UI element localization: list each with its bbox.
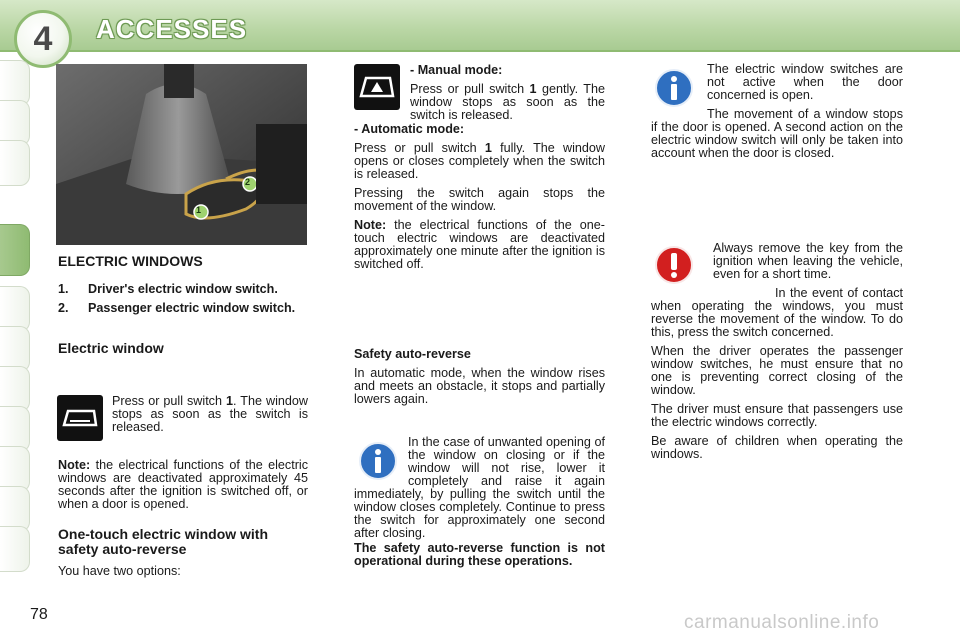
right-warning-block <box>651 242 903 467</box>
subheading-one-touch: One-touch electric window with safety auto-reverse <box>58 526 269 557</box>
window-switch-icon <box>57 395 103 441</box>
chapter-tab-4-active[interactable] <box>0 224 30 276</box>
console-illustration <box>56 64 307 245</box>
left-column-lower <box>58 459 308 584</box>
warning-paragraph-2 <box>651 287 903 339</box>
note-label: Note: <box>354 218 387 232</box>
note-text: the electrical functions of the electric windows are deactivated approximately 45 seconds after the ignition is switched off, or when a door is opened. <box>58 458 308 511</box>
text-fragment: Press or pull switch <box>112 394 226 408</box>
list-item <box>58 302 308 315</box>
unwanted-text <box>354 436 605 540</box>
warning-paragraph-1 <box>651 242 903 281</box>
warning-bold-text: The safety auto-reverse function is not operational during these operations. <box>354 541 605 568</box>
safety-block <box>354 348 605 412</box>
text-fragment: fully. The window opens or closes completely when the switch is released. <box>354 141 605 181</box>
text-fragment: Always remove the key from the ignition when leaving the vehicle, even for a short time. <box>713 241 903 281</box>
electric-window-text <box>112 395 308 440</box>
auto-mode-heading: - Automatic mode: <box>354 122 465 136</box>
right-info-block <box>651 63 903 166</box>
safety-heading: Safety auto-reverse <box>354 347 471 361</box>
note-label: Note: <box>58 458 91 472</box>
subheading-electric-window: Electric window <box>58 340 164 356</box>
chapter-badge: 4 <box>14 10 72 68</box>
list-label: Passenger electric window switch. <box>88 301 296 315</box>
photo-label-2: 2 <box>245 177 251 187</box>
unwanted-opening-block <box>354 436 605 574</box>
warning-paragraph-3: When the driver operates the passenger window switches, he must ensure that no one is preventing correct closing of the window. <box>651 344 903 397</box>
manual-mode-block <box>410 64 605 128</box>
options-text: You have two options: <box>58 564 181 578</box>
safety-text: In automatic mode, when the window rises and meets an obstacle, it stops and partially lowers again. <box>354 366 605 406</box>
text-fragment: Press or pull switch <box>354 141 485 155</box>
list-number: 2. <box>58 301 69 315</box>
list-label: Driver's electric window switch. <box>88 282 278 296</box>
text-fragment: In the case of unwanted opening of the window on closing or if the window will not rise, lower it completely and raise it again immediately, by pulling the switch until the window closes completely. Continue to press the switch for approximately one second after closing. <box>354 435 605 540</box>
text-fragment: The electric window switches are not active when the door concerned is open. <box>707 62 903 102</box>
text-fragment: The movement of a window stops if the door is opened. A second action on the electric window switch will only be taken into account when the door is closed. <box>651 107 903 160</box>
text-fragment: gently. The window stops as soon as the switch is released. <box>410 82 605 122</box>
page-number: 78 <box>30 606 48 623</box>
note-text: the electrical functions of the one-touch electric windows are deactivated approximately one minute after the ignition is switched off. <box>354 218 605 271</box>
text-fragment: In the event of contact when operating the windows, you must reverse the movement of the window. To do this, press the switch concerned. <box>651 286 903 339</box>
switch-number: 1 <box>484 141 492 155</box>
header-divider <box>0 50 960 52</box>
middle-column <box>354 123 605 277</box>
chapter-tab-11[interactable] <box>0 526 30 572</box>
manual-mode-heading: - Manual mode: <box>410 63 503 77</box>
list-number: 1. <box>58 282 69 296</box>
page-title: ACCESSES <box>96 14 248 44</box>
info-paragraph-1 <box>651 63 903 102</box>
warning-paragraph-5: Be aware of children when operating the windows. <box>651 434 903 461</box>
left-column <box>58 254 308 370</box>
info-paragraph-2 <box>651 108 903 160</box>
warning-paragraph-4: The driver must ensure that passengers use the electric windows correctly. <box>651 402 903 429</box>
text-fragment: . The window stops as soon as the switch is released. <box>112 394 308 434</box>
list-item <box>58 283 308 296</box>
console-photo <box>56 64 307 245</box>
section-heading-electric-windows: ELECTRIC WINDOWS <box>58 253 203 269</box>
pressing-text: Pressing the switch again stops the movement of the window. <box>354 186 605 213</box>
text-fragment: Press or pull switch <box>410 82 530 96</box>
photo-label-1: 1 <box>196 205 202 215</box>
watermark: carmanualsonline.info <box>684 612 880 633</box>
window-switch-auto-icon <box>354 64 400 110</box>
chapter-tab-3[interactable] <box>0 140 30 186</box>
switch-number: 1 <box>226 394 234 408</box>
switch-number: 1 <box>529 82 537 96</box>
